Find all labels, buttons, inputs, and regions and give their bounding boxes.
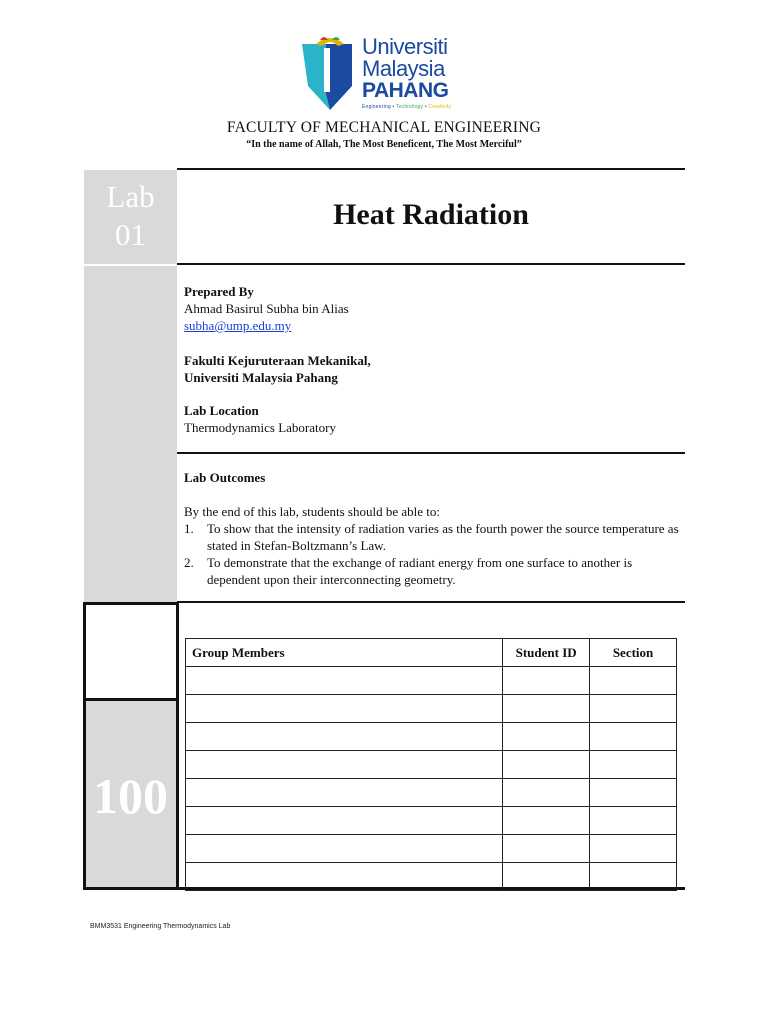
lab-location-section (184, 402, 336, 436)
student-id-cell[interactable] (503, 779, 590, 807)
rule-after-title (177, 263, 685, 265)
student-id-cell[interactable] (503, 807, 590, 835)
list-item-text: To demonstrate that the exchange of radiant energy from one surface to another is dependent upon their interconnecting geometry. (207, 555, 633, 587)
student-id-cell[interactable] (503, 751, 590, 779)
lab-location-value: Thermodynamics Laboratory (184, 420, 336, 435)
list-item-number: 1. (184, 521, 194, 536)
lab-number-value: 01 (115, 217, 146, 252)
rule-after-outcomes (177, 601, 685, 603)
section-cell[interactable] (590, 835, 677, 863)
rule-top (177, 168, 685, 170)
logo-tagline: Engineering • Technology • Creativity (362, 104, 452, 110)
lab-outcomes-heading: Lab Outcomes (184, 470, 266, 485)
member-name-cell[interactable] (186, 723, 503, 751)
section-cell[interactable] (590, 695, 677, 723)
table-row (186, 667, 677, 695)
shield-emblem-icon (300, 36, 360, 116)
section-cell[interactable] (590, 667, 677, 695)
lab-outcomes-intro: By the end of this lab, students should be able to: (184, 504, 440, 519)
student-id-cell[interactable] (503, 723, 590, 751)
section-cell[interactable] (590, 723, 677, 751)
marks-box-top-border (83, 602, 179, 605)
lab-number-label: Lab (106, 179, 155, 214)
faculty-section (184, 352, 371, 386)
preparer-name: Ahmad Basirul Subha bin Alias (184, 301, 349, 316)
logo-line-malaysia: Malaysia (362, 56, 445, 81)
lab-title: Heat Radiation (333, 198, 529, 231)
section-cell[interactable] (590, 751, 677, 779)
table-row (186, 751, 677, 779)
marks-box-divider (83, 698, 179, 701)
list-item (184, 554, 679, 588)
member-name-cell[interactable] (186, 667, 503, 695)
logo-tag-technology: Technology (395, 104, 424, 110)
member-name-cell[interactable] (186, 863, 503, 891)
logo-wordmark (362, 36, 451, 110)
logo-tag-creativity: Creativity (428, 104, 452, 110)
student-id-cell[interactable] (503, 835, 590, 863)
page-footer: BMM3531 Engineering Thermodynamics Lab (90, 923, 231, 930)
header-section: Section (590, 639, 677, 667)
logo-line-pahang: PAHANG (362, 79, 449, 102)
lab-location-heading: Lab Location (184, 403, 259, 418)
table-row (186, 723, 677, 751)
student-id-cell[interactable] (503, 695, 590, 723)
sidebar-panel (84, 266, 177, 603)
list-item-text: To show that the intensity of radiation varies as the fourth power the source temperature as stated in Stefan-Boltzmann’s Law. (207, 521, 679, 553)
preparer-email-link[interactable]: subha@ump.edu.my (184, 318, 292, 333)
lab-outcomes-list (184, 520, 679, 588)
list-item-number: 2. (184, 555, 194, 570)
total-marks: 100 (93, 768, 168, 824)
faculty-heading: FACULTY OF MECHANICAL ENGINEERING (226, 119, 542, 136)
table-row (186, 779, 677, 807)
logo-tag-engineering: Engineering (362, 104, 391, 110)
faculty-name-line1: Fakulti Kejuruteraan Mekanikal, (184, 353, 371, 368)
member-name-cell[interactable] (186, 807, 503, 835)
prepared-by-section (184, 283, 349, 334)
table-row (186, 863, 677, 891)
table-row (186, 695, 677, 723)
table-row (186, 807, 677, 835)
lab-number (84, 178, 177, 254)
section-cell[interactable] (590, 779, 677, 807)
student-id-cell[interactable] (503, 667, 590, 695)
group-members-table (185, 638, 677, 891)
table-row (186, 835, 677, 863)
prepared-by-heading: Prepared By (184, 284, 254, 299)
member-name-cell[interactable] (186, 695, 503, 723)
member-name-cell[interactable] (186, 779, 503, 807)
header-student-id: Student ID (503, 639, 590, 667)
student-id-cell[interactable] (503, 863, 590, 891)
section-cell[interactable] (590, 863, 677, 891)
lab-outcomes-section (184, 469, 679, 588)
section-cell[interactable] (590, 807, 677, 835)
member-name-cell[interactable] (186, 835, 503, 863)
logo-line-universiti: Universiti (362, 34, 448, 59)
university-logo (300, 36, 480, 116)
header-group-members: Group Members (186, 639, 503, 667)
list-item (184, 520, 679, 554)
member-name-cell[interactable] (186, 751, 503, 779)
rule-after-prepared (177, 452, 685, 454)
motto-text: “In the name of Allah, The Most Beneficent, The Most Merciful” (246, 139, 522, 150)
table-header-row (186, 639, 677, 667)
marks-box-right-border (176, 603, 179, 890)
marks-box-left-border (83, 603, 86, 890)
marks-box (84, 603, 177, 700)
faculty-name-line2: Universiti Malaysia Pahang (184, 370, 338, 385)
